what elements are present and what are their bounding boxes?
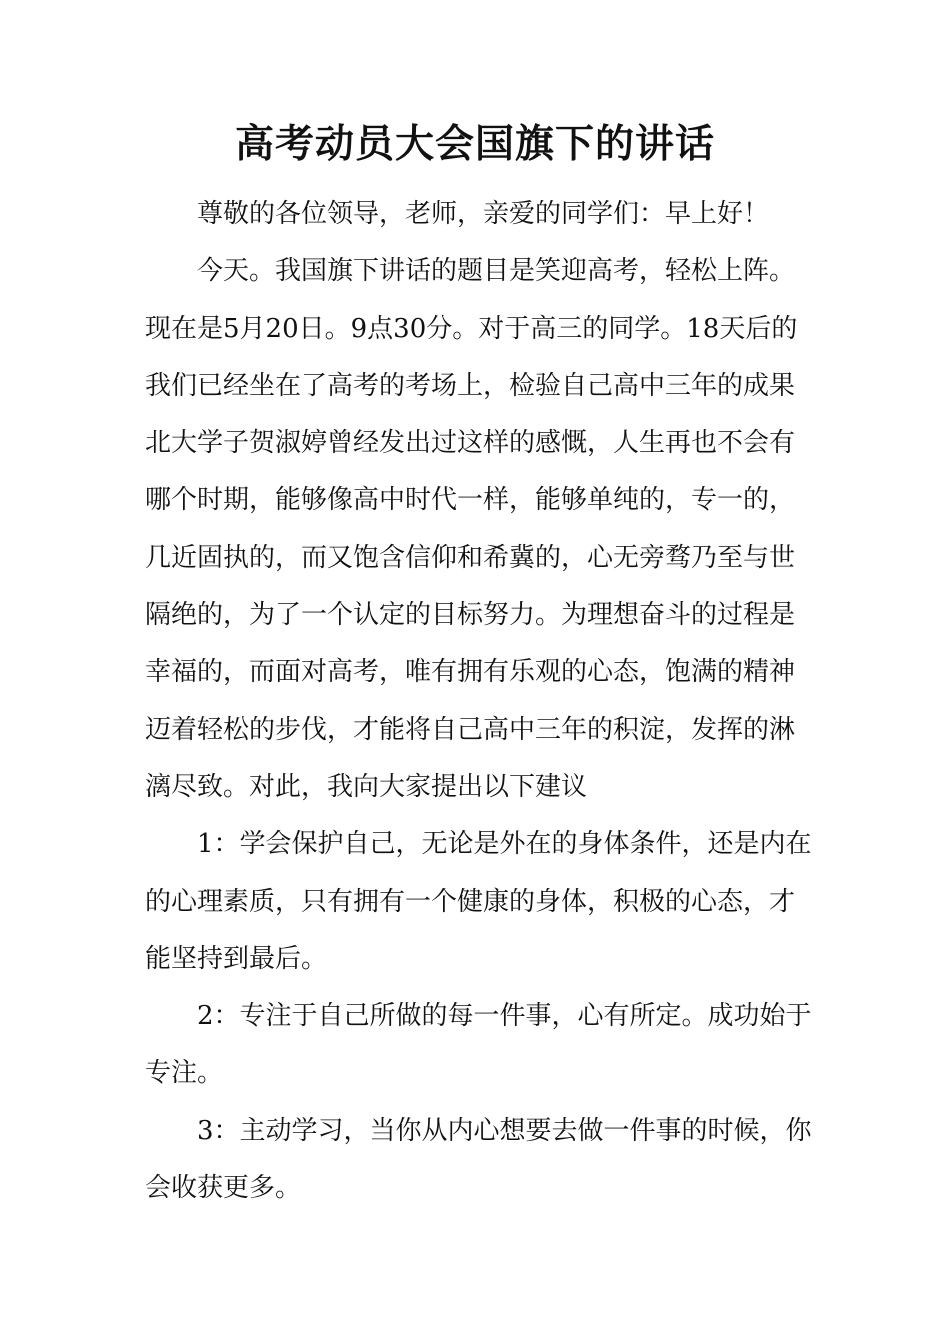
suggestion-line: 的心理素质，只有拥有一个健康的身体，积极的心态，才 <box>145 886 796 917</box>
intro-line: 幸福的，而面对高考，唯有拥有乐观的心态，饱满的精神 <box>145 657 796 688</box>
intro-line: 几近固执的，而又饱含信仰和希冀的，心无旁骛乃至与世 <box>145 542 796 573</box>
suggestion-2-paragraph <box>145 988 812 1103</box>
intro-line: 北大学子贺淑婷曾经发出过这样的感慨，人生再也不会有 <box>145 428 796 459</box>
greeting-paragraph: 尊敬的各位领导，老师，亲爱的同学们：早上好！ <box>197 199 770 229</box>
intro-line: 现在是5月20日。9点30分。对于高三的同学。18天后的 <box>145 313 798 344</box>
intro-paragraph <box>145 243 805 816</box>
speech-body <box>145 186 812 1217</box>
suggestion-line: 能坚持到最后。 <box>145 943 328 974</box>
intro-line: 迈着轻松的步伐，才能将自己高中三年的积淀，发挥的淋 <box>145 714 796 745</box>
suggestion-line: 2：专注于自己所做的每一件事，心有所定。成功始于 <box>197 1001 812 1032</box>
intro-line: 漓尽致。对此，我向大家提出以下建议 <box>145 771 588 802</box>
suggestion-line: 3：主动学习，当你从内心想要去做一件事的时候，你 <box>197 1115 812 1146</box>
intro-line: 今天。我国旗下讲话的题目是笑迎高考，轻松上阵。 <box>197 256 796 287</box>
suggestion-1-paragraph <box>145 816 812 988</box>
suggestion-line: 会收获更多。 <box>145 1173 302 1204</box>
speech-title: 高考动员大会国旗下的讲话 <box>234 122 715 167</box>
intro-line: 哪个时期，能够像高中时代一样，能够单纯的，专一的， <box>145 485 796 516</box>
suggestion-3-paragraph <box>145 1103 812 1218</box>
suggestion-line: 专注。 <box>145 1058 224 1089</box>
suggestion-line: 1：学会保护自己，无论是外在的身体条件，还是内在 <box>197 829 812 860</box>
intro-line: 我们已经坐在了高考的考场上，检验自己高中三年的成果 <box>145 370 796 401</box>
intro-line: 隔绝的，为了一个认定的目标努力。为理想奋斗的过程是 <box>145 600 796 631</box>
